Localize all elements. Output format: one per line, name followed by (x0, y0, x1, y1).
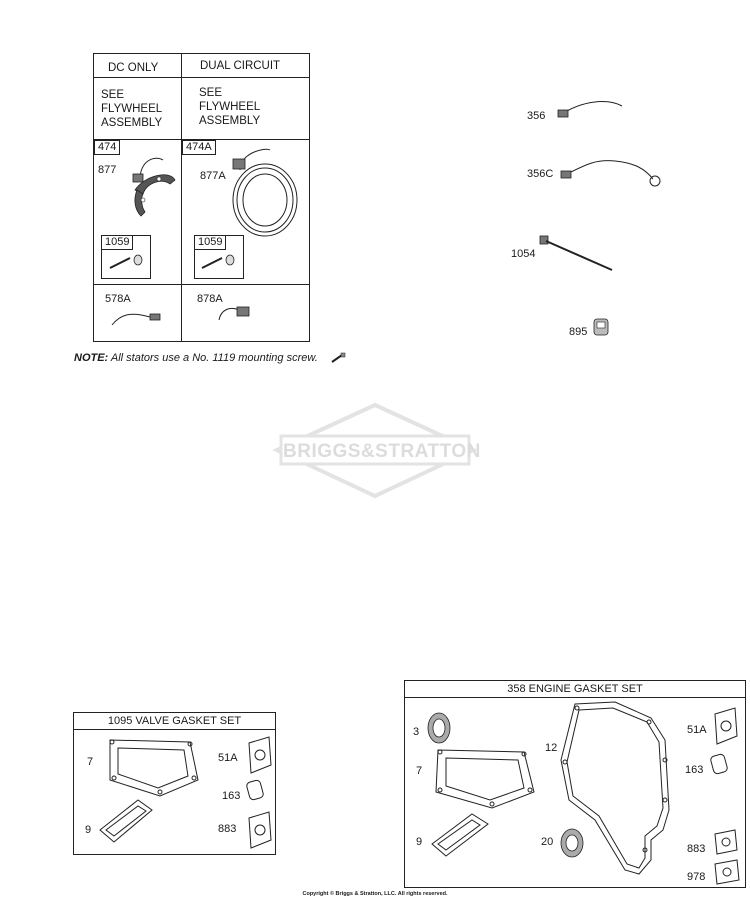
label-877a: 877A (200, 170, 226, 182)
col-dc-only-header: DC ONLY (108, 62, 159, 74)
engine-gasket-7-drawing (428, 740, 538, 812)
engine-gasket-978-drawing (711, 858, 741, 886)
valve-label-7: 7 (87, 756, 94, 768)
valve-gasket-9-drawing (96, 796, 156, 846)
stator-note (74, 352, 318, 364)
engine-label-20: 20 (541, 836, 554, 848)
valve-gasket-7-drawing (100, 730, 200, 800)
engine-gasket-163-drawing (708, 752, 732, 778)
note-prefix: NOTE: (74, 352, 109, 364)
engine-gasket-9-drawing (428, 810, 492, 860)
label-878a: 878A (197, 293, 223, 305)
valve-gasket-883-drawing (243, 810, 273, 850)
ref-474a: 474A (182, 140, 216, 155)
ref-1059-right: 1059 (194, 235, 226, 250)
ref-474: 474 (94, 140, 120, 155)
table-divider-row3 (93, 284, 310, 285)
mounting-screw-icon (330, 352, 346, 364)
part-356-drawing (552, 96, 632, 126)
engine-label-883: 883 (687, 843, 706, 855)
valve-label-883: 883 (218, 823, 237, 835)
label-356: 356 (527, 110, 546, 122)
part-895-drawing (590, 315, 614, 341)
label-877: 877 (98, 164, 117, 176)
valve-gasket-163-drawing (244, 778, 268, 804)
engine-label-12: 12 (545, 742, 558, 754)
watermark-text: BRIGGS&STRATTON (283, 441, 481, 462)
screw-washer-right (200, 252, 240, 272)
valve-label-9: 9 (85, 824, 92, 836)
valve-gasket-set-title: 1095 VALVE GASKET SET (74, 713, 275, 730)
col-dual-circuit-header: DUAL CIRCUIT (200, 60, 281, 72)
engine-label-7: 7 (416, 765, 423, 777)
valve-gasket-51a-drawing (243, 735, 273, 775)
lead-878a-drawing (215, 302, 265, 327)
col1-see-flywheel: SEE FLYWHEEL ASSEMBLY (101, 89, 163, 129)
ref-1059-left: 1059 (101, 235, 133, 250)
part-356c-drawing (555, 155, 665, 190)
label-578a: 578A (105, 293, 131, 305)
engine-label-3: 3 (413, 726, 420, 738)
label-1054: 1054 (511, 248, 536, 260)
copyright-footer: Copyright © Briggs & Stratton, LLC. All rights reserved. (302, 891, 448, 897)
engine-gasket-883-drawing (711, 828, 739, 856)
engine-gasket-51a-drawing (709, 706, 739, 746)
engine-label-163: 163 (685, 764, 704, 776)
engine-label-978: 978 (687, 871, 706, 883)
engine-label-51a: 51A (687, 724, 707, 736)
valve-label-163: 163 (222, 790, 241, 802)
part-1054-drawing (538, 232, 618, 274)
col2-see-flywheel: SEE FLYWHEEL ASSEMBLY (199, 87, 261, 127)
engine-seal-20-drawing (558, 826, 588, 860)
label-356c: 356C (527, 168, 554, 180)
stator-877-drawing (115, 150, 185, 225)
valve-label-51a: 51A (218, 752, 238, 764)
lead-578a-drawing (110, 305, 170, 330)
label-895: 895 (569, 326, 588, 338)
table-divider-row1 (93, 77, 310, 78)
engine-label-9: 9 (416, 836, 423, 848)
note-text: All stators use a No. 1119 mounting screw. (108, 352, 318, 364)
stator-877a-drawing (225, 145, 305, 240)
screw-washer-left (108, 252, 148, 272)
engine-gasket-set-title: 358 ENGINE GASKET SET (405, 681, 745, 698)
